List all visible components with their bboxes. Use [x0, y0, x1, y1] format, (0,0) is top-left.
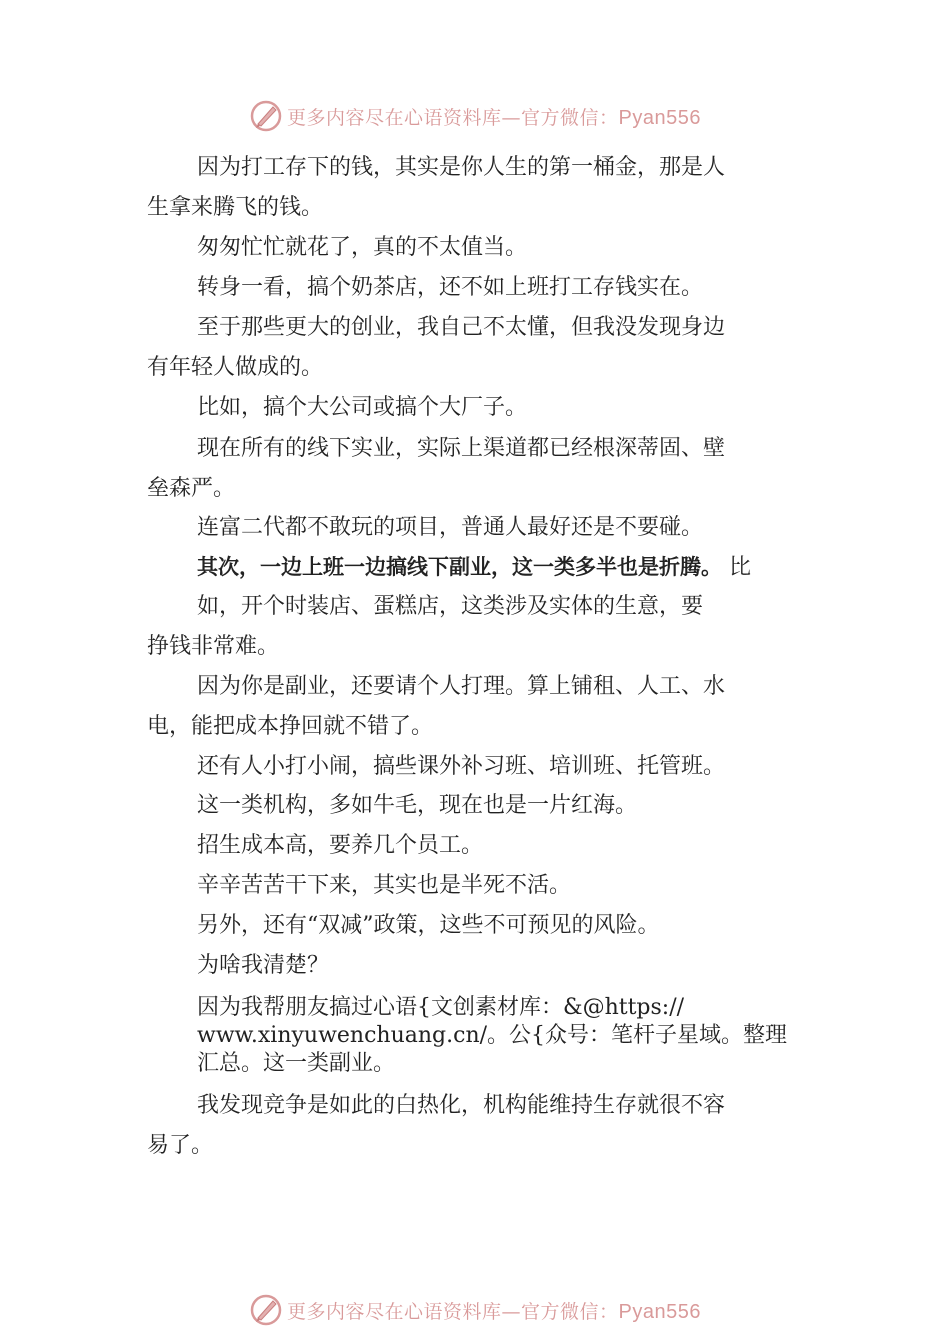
- paragraph: 因为打工存下的钱，其实是你人生的第一桶金，那是人 生拿来腾飞的钱。: [147, 155, 726, 220]
- paragraph: 至于那些更大的创业，我自己不太懂，但我没发现身边 有年轻人做成的。: [147, 315, 726, 380]
- paragraph: 连富二代都不敢玩的项目，普通人最好还是不要碰。: [197, 515, 704, 540]
- paragraph: 因为你是副业，还要请个人打理。算上铺租、人工、水 电，能把成本挣回就不错了。: [147, 674, 726, 739]
- paragraph-bold-lead: 其次，一边上班一边搞线下副业，这一类多半也是折腾。 比: [197, 555, 752, 580]
- footer-watermark: [0, 1290, 950, 1330]
- watermark-text: 更多内容尽在心语资料库—官方微信：Pyan556: [287, 1300, 701, 1323]
- paragraph: 为啥我清楚？: [197, 953, 330, 978]
- paragraph: 如，开个时装店、蛋糕店，这类涉及实体的生意，要 挣钱非常难。: [147, 594, 704, 659]
- bold-sentence: 其次，一边上班一边搞线下副业，这一类多半也是折腾。: [197, 555, 722, 579]
- paragraph: 另外，还有“双减”政策，这些不可预见的风险。: [197, 913, 660, 938]
- paragraph: 比如，搞个大公司或搞个大厂子。: [197, 395, 528, 420]
- website-link-text: www.xinyuwenchuang.cn/。公{众号：笔杆子星域。整理: [197, 1023, 788, 1048]
- paragraph: 现在所有的线下实业，实际上渠道都已经根深蒂固、壁 垒森严。: [147, 436, 726, 501]
- paragraph: 我发现竞争是如此的白热化，机构能维持生存就很不容 易了。: [147, 1093, 726, 1158]
- paragraph: 转身一看，搞个奶茶店，还不如上班打工存钱实在。: [197, 275, 704, 300]
- paragraph: 辛辛苦苦干下来，其实也是半死不活。: [197, 873, 572, 898]
- header-watermark: [0, 96, 950, 136]
- paragraph: 这一类机构，多如牛毛，现在也是一片红海。: [197, 793, 638, 818]
- paragraph-with-link: 因为我帮朋友搞过心语{文创素材库：&@https:// www.xinyuwenchuang.cn/。公{众号：笔杆子星域。整理 汇总。这一类副业。: [147, 994, 819, 1078]
- paragraph: 匆匆忙忙就花了，真的不太值当。: [197, 235, 528, 260]
- quill-logo-icon: [249, 99, 283, 133]
- paragraph: 还有人小打小闹，搞些课外补习班、培训班、托管班。: [197, 754, 726, 779]
- quill-logo-icon: [249, 1293, 283, 1327]
- paragraph: 招生成本高，要养几个员工。: [197, 833, 484, 858]
- watermark-text: 更多内容尽在心语资料库—官方微信：Pyan556: [287, 106, 701, 129]
